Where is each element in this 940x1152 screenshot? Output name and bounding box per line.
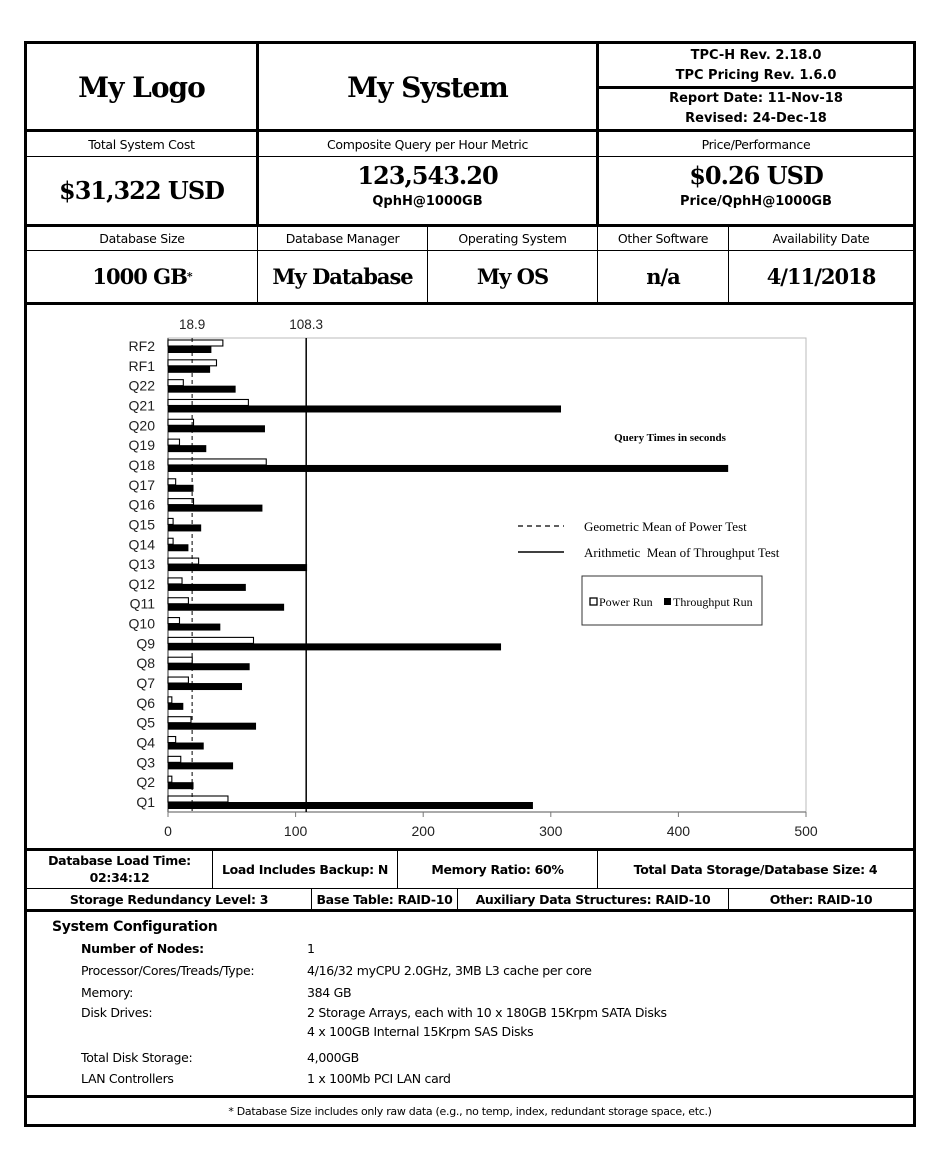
bar-throughput-Q16: [168, 505, 262, 512]
bar-power-Q7: [168, 677, 188, 683]
config-label: Memory:: [81, 985, 134, 1000]
bar-power-Q20: [168, 419, 194, 425]
availability-value: 4/11/2018: [766, 264, 876, 289]
config-label: LAN Controllers: [81, 1071, 174, 1086]
border-bottom: [24, 1124, 916, 1127]
db-size-text: 1000 GB: [92, 264, 187, 289]
y-tick-label: Q13: [128, 556, 155, 573]
system-name: My System: [347, 70, 508, 104]
legend-throughput-swatch-icon: [664, 598, 671, 605]
y-tick-label: RF1: [128, 357, 155, 374]
query-times-chart: [27, 305, 913, 849]
legend-geometric-mean: Geometric Mean of Power Test: [584, 519, 747, 534]
bar-power-Q11: [168, 598, 188, 604]
bar-power-Q6: [168, 697, 172, 703]
y-tick-label: Q21: [128, 397, 155, 414]
other-software-value: n/a: [646, 264, 680, 289]
load-backup: Load Includes Backup: N: [221, 862, 389, 877]
bar-throughput-Q5: [168, 723, 256, 730]
legend-power-run: Power Run: [599, 595, 653, 609]
qph-value: 123,543.20: [357, 161, 498, 190]
report-date: Report Date: 11-Nov-18: [669, 91, 843, 106]
date-block: [599, 89, 913, 130]
bar-throughput-Q13: [168, 564, 307, 571]
bar-power-Q12: [168, 578, 182, 584]
bar-throughput-Q22: [168, 386, 236, 393]
y-tick-label: Q16: [128, 496, 155, 513]
chart-title: Query Times in seconds: [614, 432, 726, 444]
y-tick-label: Q12: [128, 575, 155, 592]
y-tick-label: Q22: [128, 377, 155, 394]
bar-throughput-Q18: [168, 465, 728, 472]
y-tick-label: Q18: [128, 456, 155, 473]
bar-power-Q18: [168, 459, 266, 465]
y-tick-label: Q1: [136, 794, 155, 810]
y-tick-label: Q5: [136, 714, 155, 731]
y-tick-label: Q4: [136, 734, 155, 751]
y-tick-label: Q3: [136, 754, 155, 771]
db-size-footnote-mark: *: [186, 270, 192, 283]
db-size-value: [27, 251, 257, 302]
config-value: 2 Storage Arrays, each with 10 x 180GB 15Krpm SATA Disks: [307, 1005, 667, 1020]
y-tick-label: Q20: [128, 417, 155, 434]
storage-ratio: Total Data Storage/Database Size: 4: [633, 862, 878, 877]
arithmetic-mean-label: 108.3: [289, 317, 324, 332]
load-time-label: Database Load Time:: [48, 853, 191, 868]
revision-block: [599, 44, 913, 86]
bar-power-Q8: [168, 657, 192, 663]
total-cost-value: $31,322 USD: [59, 176, 224, 205]
config-value: 384 GB: [307, 985, 352, 1000]
bar-throughput-Q17: [168, 485, 194, 492]
bar-power-Q21: [168, 399, 248, 405]
y-tick-label: Q14: [128, 536, 155, 553]
bar-throughput-Q21: [168, 405, 561, 412]
bar-throughput-Q2: [168, 782, 194, 789]
bar-throughput-Q9: [168, 643, 501, 650]
divider: [24, 909, 916, 912]
legend-arithmetic-mean: Arithmetic Mean of Throughput Test: [584, 545, 780, 560]
price-performance-block: [599, 160, 913, 224]
bar-power-Q10: [168, 618, 179, 624]
border-right: [913, 41, 916, 1127]
y-tick-label: Q7: [136, 675, 155, 692]
bar-power-Q5: [168, 717, 191, 723]
price-performance-value: $0.26 USD: [689, 161, 823, 190]
x-tick-label: 100: [283, 823, 308, 839]
price-performance-label: Price/Performance: [701, 136, 811, 152]
bar-throughput-RF2: [168, 346, 211, 353]
db-manager-label: Database Manager: [285, 231, 400, 246]
memory-ratio: Memory Ratio: 60%: [431, 862, 564, 877]
x-tick-label: 200: [411, 823, 435, 839]
bar-power-Q2: [168, 776, 172, 782]
y-tick-label: Q11: [129, 595, 155, 612]
bar-power-Q4: [168, 737, 176, 743]
y-tick-label: Q9: [136, 635, 155, 652]
bar-throughput-Q6: [168, 703, 183, 710]
config-label: Number of Nodes:: [81, 941, 204, 956]
config-value: 1: [307, 941, 315, 956]
config-value: 1 x 100Mb PCI LAN card: [307, 1071, 451, 1086]
y-tick-label: Q17: [128, 476, 155, 493]
bar-throughput-Q20: [168, 425, 265, 432]
aux-structures: Auxiliary Data Structures: RAID-10: [475, 891, 711, 907]
storage-redundancy: Storage Redundancy Level: 3: [69, 891, 269, 907]
y-tick-label: Q19: [128, 437, 155, 454]
total-cost-label: Total System Cost: [88, 136, 195, 152]
bar-power-Q14: [168, 538, 173, 544]
bar-power-Q15: [168, 518, 173, 524]
bar-power-RF2: [168, 340, 223, 346]
bar-throughput-Q11: [168, 604, 284, 611]
config-label: Total Disk Storage:: [81, 1050, 193, 1065]
pricing-revision: TPC Pricing Rev. 1.6.0: [675, 68, 837, 83]
bar-power-Q19: [168, 439, 179, 445]
bar-throughput-RF1: [168, 366, 210, 373]
bar-throughput-Q14: [168, 544, 188, 551]
price-performance-unit: Price/QphH@1000GB: [680, 194, 832, 209]
footnote: * Database Size includes only raw data (e.g., no temp, index, redundant storage space, etc.): [228, 1104, 712, 1118]
config-label: Processor/Cores/Treads/Type:: [81, 963, 255, 978]
logo: My Logo: [78, 70, 205, 104]
bar-power-Q3: [168, 756, 181, 762]
bar-power-Q16: [168, 499, 194, 505]
config-label: Disk Drives:: [81, 1005, 153, 1020]
bar-power-Q13: [168, 558, 199, 564]
availability-label: Availability Date: [772, 231, 870, 246]
geometric-mean-label: 18.9: [178, 317, 206, 332]
bar-throughput-Q7: [168, 683, 242, 690]
y-tick-label: Q6: [136, 694, 155, 711]
load-time-value: 02:34:12: [89, 870, 150, 885]
bar-throughput-Q15: [168, 524, 201, 531]
legend-power-swatch-icon: [590, 598, 597, 605]
tpch-revision: TPC-H Rev. 2.18.0: [690, 48, 822, 63]
other-raid: Other: RAID-10: [769, 891, 873, 907]
x-tick-label: 0: [164, 823, 172, 839]
os-label: Operating System: [458, 231, 567, 246]
bar-throughput-Q19: [168, 445, 206, 452]
bar-throughput-Q4: [168, 743, 204, 750]
db-size-label: Database Size: [99, 231, 185, 246]
other-software-label: Other Software: [617, 231, 709, 246]
bar-power-Q9: [168, 637, 253, 643]
base-table: Base Table: RAID-10: [316, 891, 453, 907]
y-tick-label: RF2: [128, 338, 155, 354]
qph-unit: QphH@1000GB: [372, 194, 483, 209]
bar-throughput-Q8: [168, 663, 250, 670]
db-manager-value: My Database: [272, 264, 413, 289]
bar-power-Q1: [168, 796, 228, 802]
legend-throughput-run: Throughput Run: [673, 595, 753, 609]
y-tick-label: Q15: [128, 516, 155, 533]
qph-label: Composite Query per Hour Metric: [326, 136, 529, 152]
bar-throughput-Q12: [168, 584, 246, 591]
y-tick-label: Q8: [136, 655, 155, 672]
config-title: System Configuration: [52, 919, 218, 935]
config-value: 4/16/32 myCPU 2.0GHz, 3MB L3 cache per core: [307, 963, 592, 978]
load-time: [27, 852, 212, 888]
config-value: 4 x 100GB Internal 15Krpm SAS Disks: [307, 1024, 534, 1039]
bar-power-Q22: [168, 380, 183, 386]
bar-throughput-Q1: [168, 802, 533, 809]
bar-throughput-Q10: [168, 624, 220, 631]
qph-block: [259, 160, 596, 224]
x-tick-label: 400: [666, 823, 691, 839]
y-tick-label: Q10: [128, 615, 155, 632]
revised-date: Revised: 24-Dec-18: [685, 111, 827, 126]
config-value: 4,000GB: [307, 1050, 359, 1065]
x-tick-label: 300: [539, 823, 563, 839]
x-tick-label: 500: [794, 823, 818, 839]
os-value: My OS: [476, 264, 549, 289]
bar-power-Q17: [168, 479, 176, 485]
bar-throughput-Q3: [168, 762, 233, 769]
y-tick-label: Q2: [136, 774, 155, 791]
